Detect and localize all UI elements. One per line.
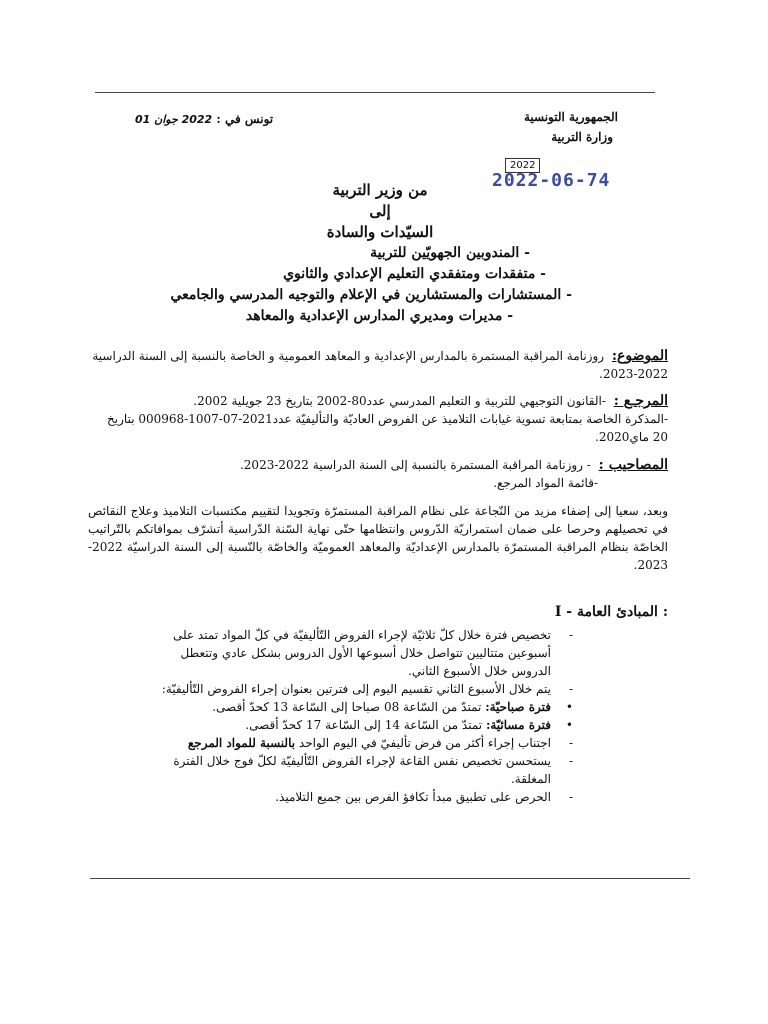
- reference-line-1: -القانون التوجيهي للتربية و التعليم المدرسي عدد80-2002 بتاريخ 23 جويلية 2002.: [193, 394, 606, 408]
- list-item-bold: بالنسبة للمواد المرجع: [187, 736, 296, 750]
- sender-to: إلى: [369, 202, 391, 220]
- reference-section: [88, 392, 668, 446]
- list-item-bold: فترة مسائيّة:: [485, 718, 551, 732]
- bullet-mark: -: [568, 754, 573, 768]
- subject-label: الموضوع:: [611, 348, 668, 364]
- bullet-mark: -: [568, 628, 573, 642]
- addressee-list-3: [112, 285, 572, 305]
- intro-paragraph: وبعد، سعيا إلى إضفاء مزيد من النّجاعة على نظام المراقبة المستمرّة وتجويدا لتقييم مكتسبات التلاميذ وعلاج النقائص في تحصيلهم وحرصا على ضمان استمراريّة الدّروس وانتظامها حتّى نهاية السّنة الدّراسية أتشرّف بموافاتكم بالتّراتيب الخاصّة بنظام المراقبة المستمرّة بالمدارس الإعداديّة والمعاهد العموميّة والخاصّة بالنّسبة إلى السنة الدراسيّة 2022-2023.: [88, 504, 668, 572]
- addressee-item: - المستشارات والمستشارين في الإعلام والتوجيه المدرسي والجامعي: [170, 287, 572, 303]
- reference-line-2: -المذكرة الخاصة بمتابعة تسوية غيابات التلاميذ عن الفروض العاديّة والتأليفيّة عدد2021-07-1007-000968 بتاريخ 20 ماي2020.: [107, 412, 668, 444]
- sender-honorific: السيّدات والسادة: [326, 223, 434, 241]
- principles-list: [153, 626, 573, 806]
- subject-section: [88, 347, 668, 383]
- addressee-item: - متفقدات ومتفقدي التعليم الإعدادي والثانوي: [283, 266, 546, 282]
- addressee-list: [110, 243, 530, 263]
- bullet-mark: -: [568, 682, 573, 696]
- attachments-line-2: -قائمة المواد المرجع.: [493, 476, 598, 490]
- list-item: [153, 626, 573, 680]
- bottom-rule: [90, 878, 690, 879]
- subject-text: روزنامة المراقبة المستمرة بالمدارس الإعدادية و المعاهد العمومية و الخاصة بالنسبة إلى السنة الدراسية 2022-2023.: [92, 349, 668, 381]
- section-1-list: [153, 626, 573, 806]
- list-item: [153, 698, 573, 716]
- attachments-line-1: - روزنامة المراقبة المستمرة بالنسبة إلى السنة الدراسية 2022-2023.: [239, 458, 591, 472]
- attachments-section: [88, 456, 668, 492]
- attachments-label: المصاحيب :: [598, 457, 668, 473]
- reference-label: المرجـع :: [613, 393, 668, 409]
- sender-block: [170, 180, 590, 243]
- section-1-heading: I - المبادئ العامة :: [554, 604, 668, 620]
- date-prefix: تونس في :: [216, 112, 274, 126]
- list-item: [153, 788, 573, 806]
- registry-stamp-number: 2022-06-74: [492, 170, 611, 191]
- date-line: [135, 112, 273, 126]
- sender-from: من وزير التربية: [332, 181, 428, 199]
- list-item-text: اجتناب إجراء أكثر من فرض تأليفيّ في اليوم الواحد: [295, 736, 551, 750]
- list-item: [153, 680, 573, 698]
- bullet-mark: -: [568, 790, 573, 804]
- bullet-mark: •: [565, 718, 573, 732]
- date-handwritten: 2022 جوان 01: [135, 113, 213, 126]
- bullet-mark: •: [565, 700, 573, 714]
- list-item-text: يستحسن تخصيص نفس القاعة لإجراء الفروض التّأليفيّة لكلّ فوج خلال الفترة المغلقة.: [173, 754, 551, 786]
- addressee-item: - المندوبين الجهويّين للتربية: [370, 245, 530, 261]
- list-item: [153, 752, 573, 788]
- top-rule: [95, 92, 655, 93]
- addressee-list-4: [93, 306, 513, 326]
- ministry-header: وزارة التربية: [551, 130, 613, 144]
- list-item-text: تمتدّ من السّاعة 14 إلى السّاعة 17 كحدّ أقصى.: [245, 718, 486, 732]
- stamp-year: 2022: [510, 160, 536, 171]
- list-item: [153, 734, 573, 752]
- addressee-list-2: [126, 264, 546, 284]
- list-item-text: تمتدّ من السّاعة 08 صباحا إلى السّاعة 13 كحدّ أقصى.: [212, 700, 486, 714]
- bullet-mark: -: [568, 736, 573, 750]
- list-item-bold: فترة صباحيّة:: [485, 700, 551, 714]
- list-item-text: تخصيص فترة خلال كلّ ثلاثيّة لإجراء الفروض التّأليفيّة في كلّ المواد تمتد على أسبوعين متتاليين تتواصل خلال أسبوعها الأول الدروس بشكل عادي وتتعطل الدروس خلال الأسبوع الثاني.: [172, 628, 551, 678]
- addressee-item: - مديرات ومديري المدارس الإعدادية والمعاهد: [245, 308, 513, 324]
- list-item: [153, 716, 573, 734]
- list-item-text: الحرص على تطبيق مبدأ تكافؤ الفرص بين جميع التلاميذ.: [275, 790, 551, 804]
- republic-header: الجمهورية التونسية: [523, 110, 618, 124]
- list-item-text: يتم خلال الأسبوع الثاني تقسيم اليوم إلى فترتين بعنوان إجراء الفروض التّأليفيّة:: [161, 682, 551, 696]
